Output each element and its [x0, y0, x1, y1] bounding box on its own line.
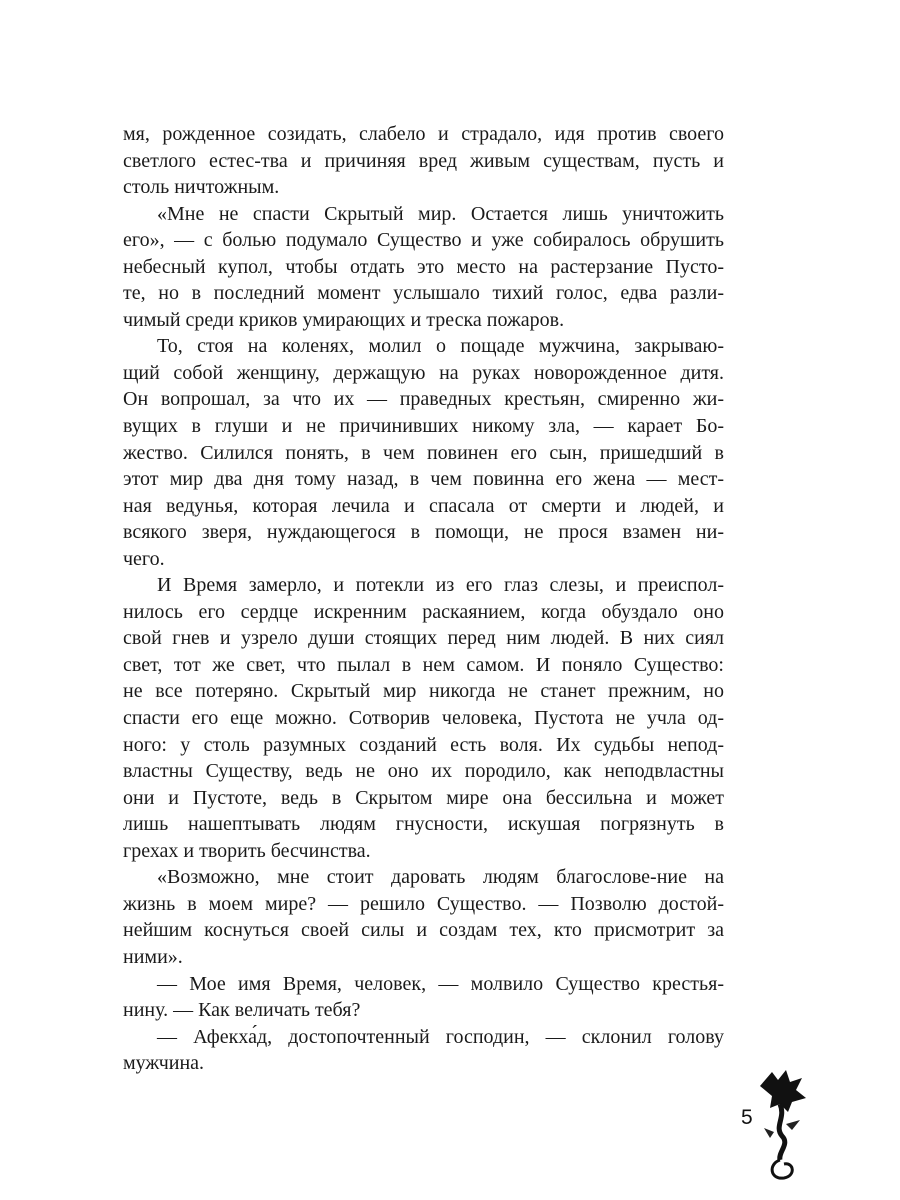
text-line: щий собой женщину, держащую на руках новорожденное дитя.	[123, 361, 724, 384]
text-line: нейшим коснуться своей силы и создам тех, кто присмотрит за	[123, 919, 724, 942]
text-line: светлого естес-тва и причиняя вред живым существам, пусть и	[123, 149, 724, 172]
text-line: властны Существу, ведь не оно их породило, как неподвластны	[123, 760, 724, 783]
text-line: его», — с болью подумало Существо и уже собиралось обрушить	[123, 229, 724, 252]
text-line: лишь нашептывать людям гнусности, искушая погрязнуть в	[123, 813, 724, 836]
text-line: спасти его еще можно. Сотворив человека, Пустота не учла од-	[123, 707, 724, 730]
text-line: небесный купол, чтобы отдать это место на растерзание Пусто-	[123, 255, 724, 278]
text-line: И Время замерло, и потекли из его глаз слезы, и преиспол-	[157, 574, 724, 597]
text-line: «Возможно, мне стоит даровать людям благослове-ние на	[157, 866, 724, 889]
text-line: грехах и творить бесчинства.	[123, 839, 371, 862]
text-line: «Мне не спасти Скрытый мир. Остается лишь уничтожить	[157, 202, 724, 225]
text-line: всякого зверя, нуждающегося в помощи, не прося взамен ни-	[123, 521, 724, 544]
dragon-ornament-icon	[752, 1068, 812, 1183]
text-line: жизнь в моем мире? — решило Существо. — Позволю достой-	[123, 892, 724, 915]
page-body-text	[123, 121, 724, 1077]
text-line: ними».	[123, 945, 183, 968]
text-line: этот мир два дня тому назад, в чем повинна его жена — мест-	[123, 468, 724, 491]
page-number: 5	[741, 1106, 753, 1129]
text-line: они и Пустоте, ведь в Скрытом мире она бессильна и может	[123, 786, 724, 809]
text-line: Он вопрошал, за что их — праведных крестьян, смиренно жи-	[123, 388, 724, 411]
text-line: нилось его сердце искренним раскаянием, когда обуздало оно	[123, 600, 724, 623]
text-line: нину. — Как величать тебя?	[123, 999, 361, 1022]
text-line: свой гнев и узрело души стоящих перед ним людей. В них сиял	[123, 627, 724, 650]
text-line: вущих в глуши и не причинивших никому зла, — карает Бо-	[123, 415, 724, 438]
text-line: свет, тот же свет, что пылал в нем самом. И поняло Существо:	[123, 653, 724, 676]
text-line: чимый среди криков умирающих и треска пожаров.	[123, 308, 565, 331]
text-line: столь ничтожным.	[123, 176, 280, 199]
text-line: ная ведунья, которая лечила и спасала от смерти и людей, и	[123, 494, 724, 517]
text-line: те, но в последний момент услышало тихий голос, едва разли-	[123, 282, 724, 305]
text-line: не все потеряно. Скрытый мир никогда не станет прежним, но	[123, 680, 724, 703]
text-line: мужчина.	[123, 1052, 205, 1075]
text-line: То, стоя на коленях, молил о пощаде мужчина, закрываю-	[157, 335, 724, 358]
text-line: — Афекха́д, достопочтенный господин, — склонил голову	[157, 1025, 724, 1048]
text-line: жество. Силился понять, в чем повинен его сын, пришедший в	[123, 441, 724, 464]
text-line: — Мое имя Время, человек, — молвило Существо крестья-	[157, 972, 724, 995]
text-line: чего.	[123, 547, 165, 570]
text-line: ного: у столь разумных созданий есть воля. Их судьбы непод-	[123, 733, 724, 756]
text-line: мя, рожденное созидать, слабело и страдало, идя против своего	[123, 123, 724, 145]
